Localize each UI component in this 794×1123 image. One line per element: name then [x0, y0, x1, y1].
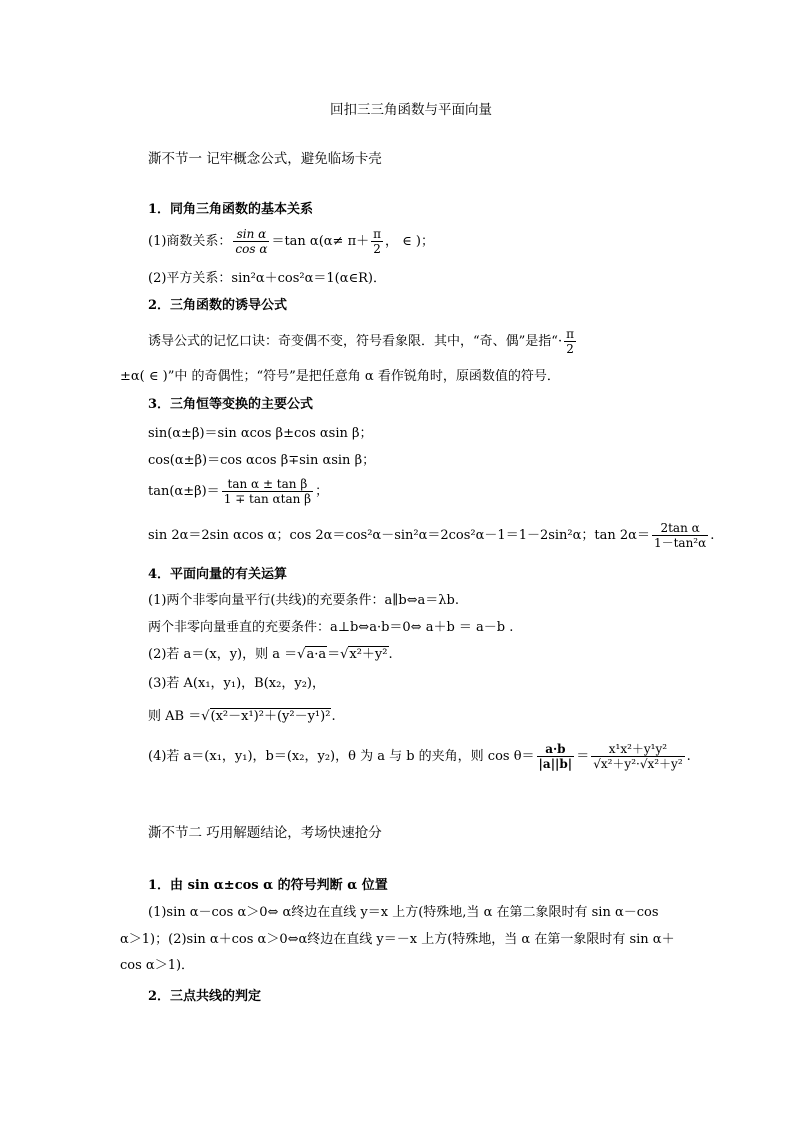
heading-3: 3．三角恒等变换的主要公式: [148, 397, 314, 412]
vector-ab-length: [148, 710, 336, 723]
mnemonic-line-1: [148, 328, 578, 355]
section-heading-2: 澌不节二 巧用解题结论，考场快速抢分: [148, 825, 382, 841]
page-title: 回扣三三角函数与平面向量: [330, 102, 492, 118]
vector-perpendicular: 两个非零向量垂直的充要条件：a⊥b⇔a·b＝0⇔ a＋b ＝ a－b .: [148, 620, 514, 635]
coordinate-fraction: [591, 743, 684, 770]
fraction-denominator: 1 ∓ tan αtan β: [223, 492, 312, 506]
modulus-radicand-1: a·a: [306, 647, 327, 662]
ab-label: 则 AB ＝: [148, 709, 202, 724]
ab-radicand: (x²－x¹)²＋(y²－y¹)²: [210, 709, 331, 724]
conclusion-1-line-2: α＞1)；(2)sin α＋cos α＞0⇔α终边在直线 y＝－x 上方(特殊地，当 α 在第一象限时有 sin α＋: [120, 932, 675, 947]
vector-points: (3)若 A(x₁，y₁)，B(x₂，y₂)，: [148, 676, 325, 691]
fraction-denominator: √x²＋y²·√x²＋y²: [593, 757, 683, 771]
fraction-numerator: tan α ± tan β: [222, 478, 313, 492]
fraction-denominator: 2: [373, 242, 381, 256]
tan-double-fraction: [652, 522, 708, 549]
quotient-relation: [148, 228, 434, 255]
heading-2: 2．三角函数的诱导公式: [148, 298, 288, 313]
sqrt-symbol: √: [201, 709, 210, 724]
quotient-label: (1)商数关系：: [148, 234, 232, 249]
modulus-label: (2)若 a＝(x，y)，则 a ＝: [148, 647, 298, 662]
modulus-radicand-2: x²＋y²: [349, 647, 388, 662]
double-angle-text: sin 2α＝2sin αcos α；cos 2α＝cos²α－sin²α＝2cos²α－1＝1－2sin²α；tan 2α＝: [148, 528, 650, 543]
fraction-numerator: sin α: [233, 228, 269, 242]
angle-equals: ＝: [576, 749, 590, 764]
fraction-numerator: a·b: [537, 743, 575, 757]
vector-angle: [148, 743, 691, 770]
quotient-mid: ＝tan α(α≠ π＋: [271, 234, 370, 249]
square-relation: (2)平方关系：sin²α＋cos²α＝1(α∈R)．: [148, 271, 386, 286]
formula-double-angle: [148, 522, 714, 549]
mnemonic-line-2: ±α( ∈ )”中 的奇偶性；“符号”是把任意角 α 看作锐角时，原函数值的符号．: [120, 369, 560, 384]
sin-over-cos-fraction: [233, 228, 269, 255]
formula-sin-sum: sin(α±β)＝sin αcos β±cos αsin β；: [148, 426, 373, 441]
modulus-post: .: [388, 647, 393, 662]
tan-sum-label: tan(α±β)＝: [148, 484, 220, 499]
formula-cos-sum: cos(α±β)＝cos αcos β∓sin αsin β；: [148, 453, 376, 468]
ab-post: .: [331, 709, 336, 724]
fraction-numerator: π: [373, 227, 382, 241]
angle-post: .: [686, 749, 691, 764]
fraction-numerator: 2tan α: [652, 522, 708, 536]
section-heading-1: 澌不节一 记牢概念公式，避免临场卡壳: [148, 151, 382, 167]
modulus-equals: ＝: [327, 647, 341, 662]
tan-sum-fraction: [222, 478, 313, 505]
quotient-post: ， ∈ )；: [385, 234, 434, 249]
pi-over-two-fraction: [371, 228, 383, 255]
conclusion-1-line-3: cos α＞1)．: [120, 958, 195, 973]
conclusion-2-heading: 2．三点共线的判定: [148, 989, 262, 1004]
fraction-denominator: |a||b|: [538, 757, 573, 771]
heading-4: 4．平面向量的有关运算: [148, 567, 288, 582]
tan-sum-post: ；: [315, 484, 329, 499]
formula-tan-sum: [148, 478, 328, 505]
double-angle-post: .: [710, 528, 715, 543]
sqrt-symbol: √: [297, 647, 306, 662]
vector-parallel: (1)两个非零向量平行(共线)的充要条件：a∥b⇔a＝λb.: [148, 593, 459, 608]
dot-over-norms-fraction: [537, 743, 575, 770]
heading-1: 1．同角三角函数的基本关系: [148, 202, 314, 217]
vector-modulus: [148, 648, 393, 661]
fraction-denominator: 2: [566, 342, 574, 356]
fraction-numerator: x¹x²＋y¹y²: [591, 743, 684, 757]
fraction-numerator: π: [566, 327, 574, 341]
mnemonic-text: 诱导公式的记忆口诀：奇变偶不变，符号看象限．其中，“奇、偶”是指“·: [148, 334, 563, 349]
pi-over-two-fraction: [564, 328, 576, 355]
sqrt-symbol: √: [340, 647, 349, 662]
angle-label: (4)若 a＝(x₁，y₁)，b＝(x₂，y₂)，θ 为 a 与 b 的夹角，则 cos θ＝: [148, 749, 535, 764]
fraction-denominator: cos α: [235, 242, 268, 256]
conclusion-1-heading: 1．由 sin α±cos α 的符号判断 α 位置: [148, 878, 388, 893]
conclusion-1-line-1: (1)sin α－cos α＞0⇔ α终边在直线 y＝x 上方(特殊地,当 α 在第二象限时有 sin α－cos: [148, 905, 659, 920]
fraction-denominator: 1－tan²α: [653, 536, 707, 550]
